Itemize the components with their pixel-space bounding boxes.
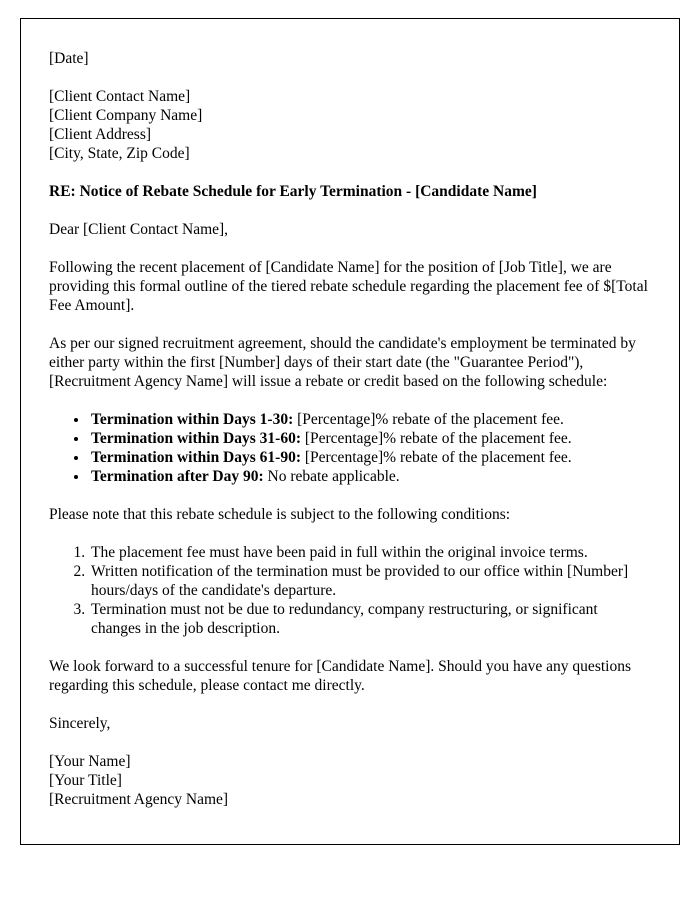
letter-body (49, 49, 651, 809)
recipient-address-block (49, 87, 651, 163)
salutation: Dear [Client Contact Name], (49, 221, 229, 238)
rebate-item (89, 467, 651, 486)
rebate-item-label: Termination within Days 31-60: (91, 430, 301, 447)
condition-item: 1. The placement fee must have been paid in full within the original invoice terms. (89, 543, 651, 562)
paragraph-agreement: As per our signed recruitment agreement, should the candidate's employment be terminated by either party within the first [Number] days of their start date (the "Guarantee Period"), [Recruitment Agency Name] will issue a rebate or credit based on the following schedule: (49, 335, 636, 390)
signature-agency: [Recruitment Agency Name] (49, 791, 229, 808)
paragraph-conditions-intro: Please note that this rebate schedule is subject to the following conditions: (49, 506, 511, 523)
condition-item: 2. Written notification of the termination must be provided to our office within [Number] hours/days of the candidate's departure. (89, 562, 651, 600)
rebate-item (89, 410, 651, 429)
signature-title: [Your Title] (49, 772, 122, 789)
rebate-item-text: [Percentage]% rebate of the placement fee. (293, 411, 564, 428)
rebate-schedule-list (49, 410, 651, 486)
paragraph-placement: Following the recent placement of [Candidate Name] for the position of [Job Title], we are providing this formal outline of the tiered rebate schedule regarding the placement fee of $[Total Fee Amount]. (49, 259, 648, 314)
rebate-item-text: [Percentage]% rebate of the placement fee. (300, 430, 572, 447)
recipient-address: [Client Address] (49, 126, 152, 143)
rebate-item (89, 448, 651, 467)
letter-date: [Date] (49, 50, 89, 67)
rebate-item-label: Termination within Days 61-90: (91, 449, 301, 466)
rebate-item-label: Termination after Day 90: (91, 468, 264, 485)
rebate-item-text: No rebate applicable. (263, 468, 400, 485)
signature-block (49, 752, 651, 809)
signature-name: [Your Name] (49, 753, 131, 770)
valediction: Sincerely, (49, 715, 111, 732)
rebate-item (89, 429, 651, 448)
recipient-city-state-zip: [City, State, Zip Code] (49, 145, 190, 162)
condition-item: 3. Termination must not be due to redundancy, company restructuring, or significant changes in the job description. (89, 600, 651, 638)
conditions-list (49, 543, 651, 638)
letter-document (20, 18, 680, 845)
recipient-company-name: [Client Company Name] (49, 107, 203, 124)
recipient-contact-name: [Client Contact Name] (49, 88, 191, 105)
subject-line: RE: Notice of Rebate Schedule for Early Termination - [Candidate Name] (49, 183, 537, 200)
paragraph-closing: We look forward to a successful tenure for [Candidate Name]. Should you have any questions regarding this schedule, please contact me directly. (49, 658, 631, 694)
rebate-item-text: [Percentage]% rebate of the placement fee. (300, 449, 572, 466)
rebate-item-label: Termination within Days 1-30: (91, 411, 294, 428)
